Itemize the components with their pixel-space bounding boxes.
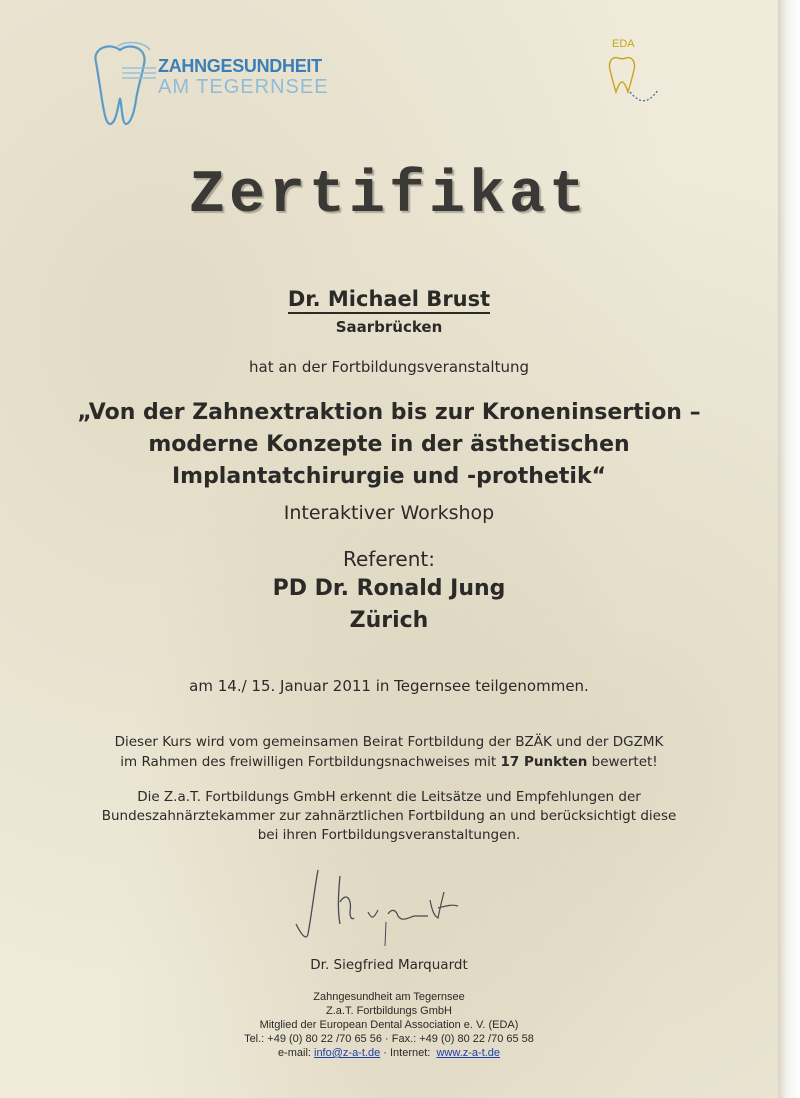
compliance-line-2: Bundeszahnärztekammer zur zahnärztlichen Fortbildung an und berücksichtigt diese <box>101 808 677 824</box>
intro-text: hat an der Fortbildungsveranstaltung <box>249 358 529 376</box>
tooth-icon <box>88 40 158 130</box>
points-value: 17 Punkten <box>500 754 588 770</box>
signer-name: Dr. Siegfried Marquardt <box>310 957 468 973</box>
accreditation-text: im Rahmen des freiwilligen Fortbildungsnachweises mit <box>120 754 501 770</box>
zahngesundheit-logo <box>88 40 328 130</box>
course-title-line-1: „Von der Zahnextraktion bis zur Kroneninsertion – <box>77 400 701 425</box>
compliance-line-1: Die Z.a.T. Fortbildungs GmbH erkennt die Leitsätze und Empfehlungen der <box>137 789 641 805</box>
speaker-city: Zürich <box>349 608 429 633</box>
course-title-line-3: Implantatchirurgie und -prothetik“ <box>171 464 607 489</box>
paper-edge <box>778 0 800 1098</box>
email-link[interactable]: info@z-a-t.de <box>314 1047 381 1059</box>
certificate-title: Zertifikat <box>188 162 590 230</box>
accreditation-text-end: bewertet! <box>587 754 658 770</box>
signature <box>288 862 478 952</box>
recipient-city: Saarbrücken <box>335 318 443 336</box>
footer-phone: Tel.: +49 (0) 80 22 /70 65 56 · Fax.: +49 (0) 80 22 /70 65 58 <box>244 1033 534 1045</box>
footer-membership: Mitglied der European Dental Association e. V. (EDA) <box>259 1019 519 1031</box>
course-title-line-2: moderne Konzepte in der ästhetischen <box>148 432 630 457</box>
footer-org: Zahngesundheit am Tegernsee <box>313 991 465 1003</box>
attendance-date: am 14./ 15. Januar 2011 in Tegernsee teilgenommen. <box>189 677 589 695</box>
eda-seal <box>578 34 668 124</box>
internet-label: · Internet: <box>380 1047 434 1059</box>
speaker-name: PD Dr. Ronald Jung <box>272 576 506 601</box>
website-link[interactable]: www.z-a-t.de <box>436 1047 501 1059</box>
footer-contact <box>0 1047 778 1059</box>
accreditation-line-2 <box>0 754 778 770</box>
logo-subtitle: AM TEGERNSEE <box>158 76 329 98</box>
logo-title: ZAHNGESUNDHEIT <box>158 56 322 76</box>
course-format: Interaktiver Workshop <box>283 502 495 524</box>
eda-label: EDA <box>612 38 635 50</box>
recipient-name-text: Dr. Michael Brust <box>288 287 490 314</box>
speaker-label: Referent: <box>343 547 435 571</box>
accreditation-line-1: Dieser Kurs wird vom gemeinsamen Beirat Fortbildung der BZÄK und der DGZMK <box>114 734 664 750</box>
email-label: e-mail: <box>277 1047 314 1059</box>
compliance-line-3: bei ihren Fortbildungsveranstaltungen. <box>257 827 521 843</box>
recipient-name <box>0 287 778 311</box>
footer-company: Z.a.T. Fortbildungs GmbH <box>326 1005 452 1017</box>
tooth-outline-icon <box>578 34 668 124</box>
